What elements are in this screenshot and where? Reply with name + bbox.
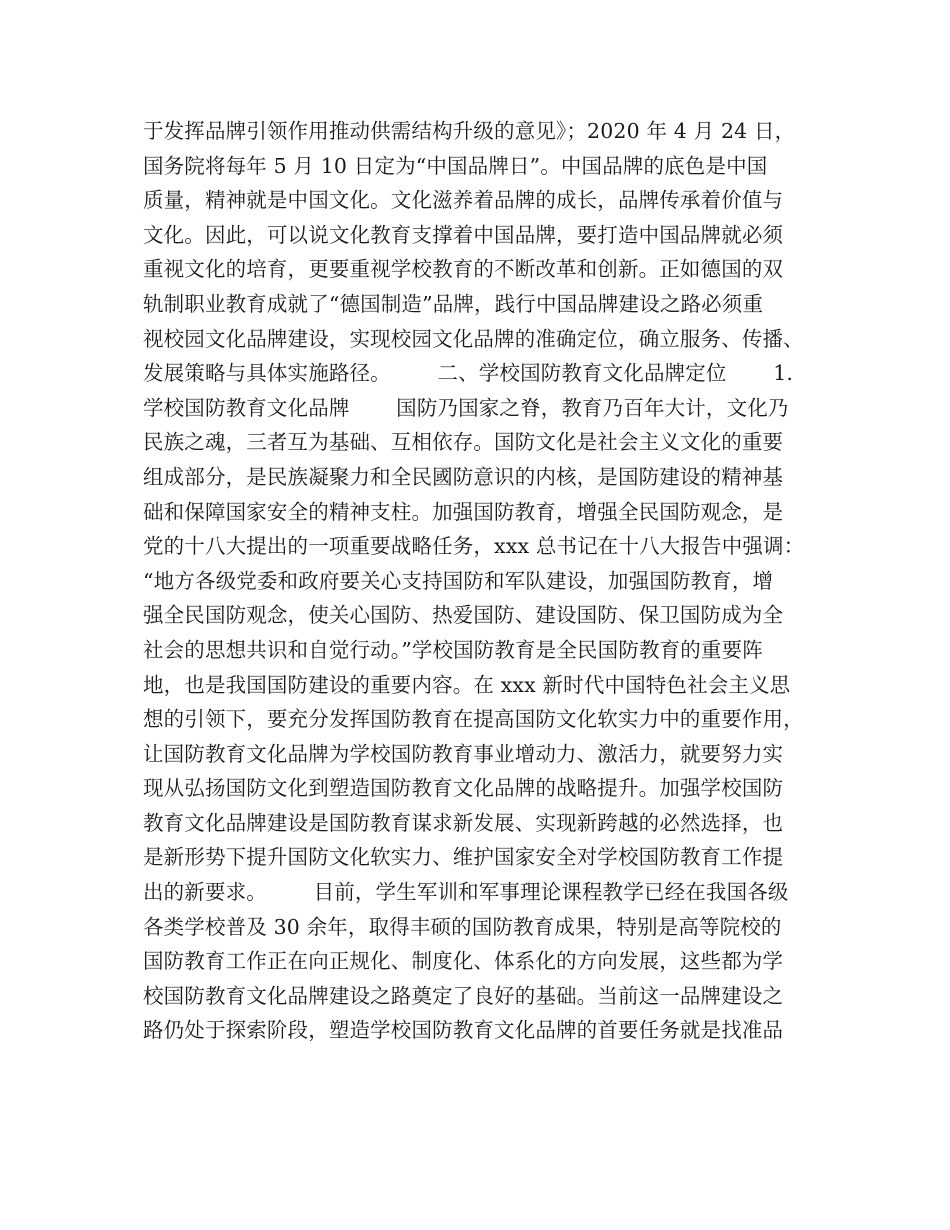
text-line: 地，也是我国国防建设的重要内容。在 xxx 新时代中国特色社会主义思 [143, 672, 791, 697]
text-line: 发展策略与具体实施路径。 二、学校国防教育文化品牌定位 1. [143, 361, 794, 386]
text-line: 路仍处于探索阶段，塑造学校国防教育文化品牌的首要任务就是找准品 [143, 1018, 784, 1043]
text-line: 党的十八大提出的一项重要战略任务，xxx 总书记在十八大报告中强调： [143, 534, 805, 559]
text-line: 视校园文化品牌建设，实现校园文化品牌的准确定位，确立服务、传播、 [143, 326, 804, 351]
text-line: 轨制职业教育成就了“德国制造”品牌，践行中国品牌建设之路必须重 [143, 291, 764, 316]
text-line: 教育文化品牌建设是国防教育谋求新发展、实现新跨越的必然选择，也 [143, 810, 784, 835]
text-line: 社会的思想共识和自觉行动。”学校国防教育是全民国防教育的重要阵 [143, 637, 763, 662]
text-line: 校国防教育文化品牌建设之路奠定了良好的基础。当前这一品牌建设之 [143, 983, 784, 1008]
text-line: 想的引领下，要充分发挥国防教育在提高国防文化软实力中的重要作用， [143, 707, 804, 732]
text-line: 让国防教育文化品牌为学校国防教育事业增动力、激活力，就要努力实 [143, 741, 784, 766]
text-line: 民族之魂，三者互为基础、互相依存。国防文化是社会主义文化的重要 [143, 430, 784, 455]
body-text [143, 114, 823, 1048]
text-line: 是新形势下提升国防文化软实力、维护国家安全对学校国防教育工作提 [143, 845, 784, 870]
text-line: 重视文化的培育，更要重视学校教育的不断改革和创新。正如德国的双 [143, 257, 784, 282]
text-line: 强全民国防观念，使关心国防、热爱国防、建设国防、保卫国防成为全 [143, 603, 784, 628]
text-line: 于发挥品牌引领作用推动供需结构升级的意见》；2020 年 4 月 24 日， [143, 119, 796, 143]
text-line: 国务院将每年 5 月 10 日定为“中国品牌日”。中国品牌的底色是中国 [143, 153, 768, 178]
text-line: 各类学校普及 30 余年，取得丰硕的国防教育成果，特别是高等院校的 [143, 914, 782, 939]
text-line: 础和保障国家安全的精神支柱。加强国防教育，增强全民国防观念，是 [143, 499, 784, 524]
text-line: 国防教育工作正在向正规化、制度化、体系化的方向发展，这些都为学 [143, 949, 784, 974]
text-line: 文化。因此，可以说文化教育支撑着中国品牌，要打造中国品牌就必须 [143, 222, 784, 247]
text-line: 组成部分，是民族凝聚力和全民國防意识的内核，是国防建设的精神基 [143, 464, 784, 489]
text-line: 出的新要求。 目前，学生军训和军事理论课程教学已经在我国各级 [143, 880, 789, 905]
text-line: 学校国防教育文化品牌 国防乃国家之脊，教育乃百年大计，文化乃 [143, 395, 789, 420]
text-line: 现从弘扬国防文化到塑造国防教育文化品牌的战略提升。加强学校国防 [143, 776, 784, 801]
text-line: “地方各级党委和政府要关心支持国防和军队建设，加强国防教育，增 [143, 568, 774, 593]
text-line: 质量，精神就是中国文化。文化滋养着品牌的成长，品牌传承着价值与 [143, 188, 784, 213]
